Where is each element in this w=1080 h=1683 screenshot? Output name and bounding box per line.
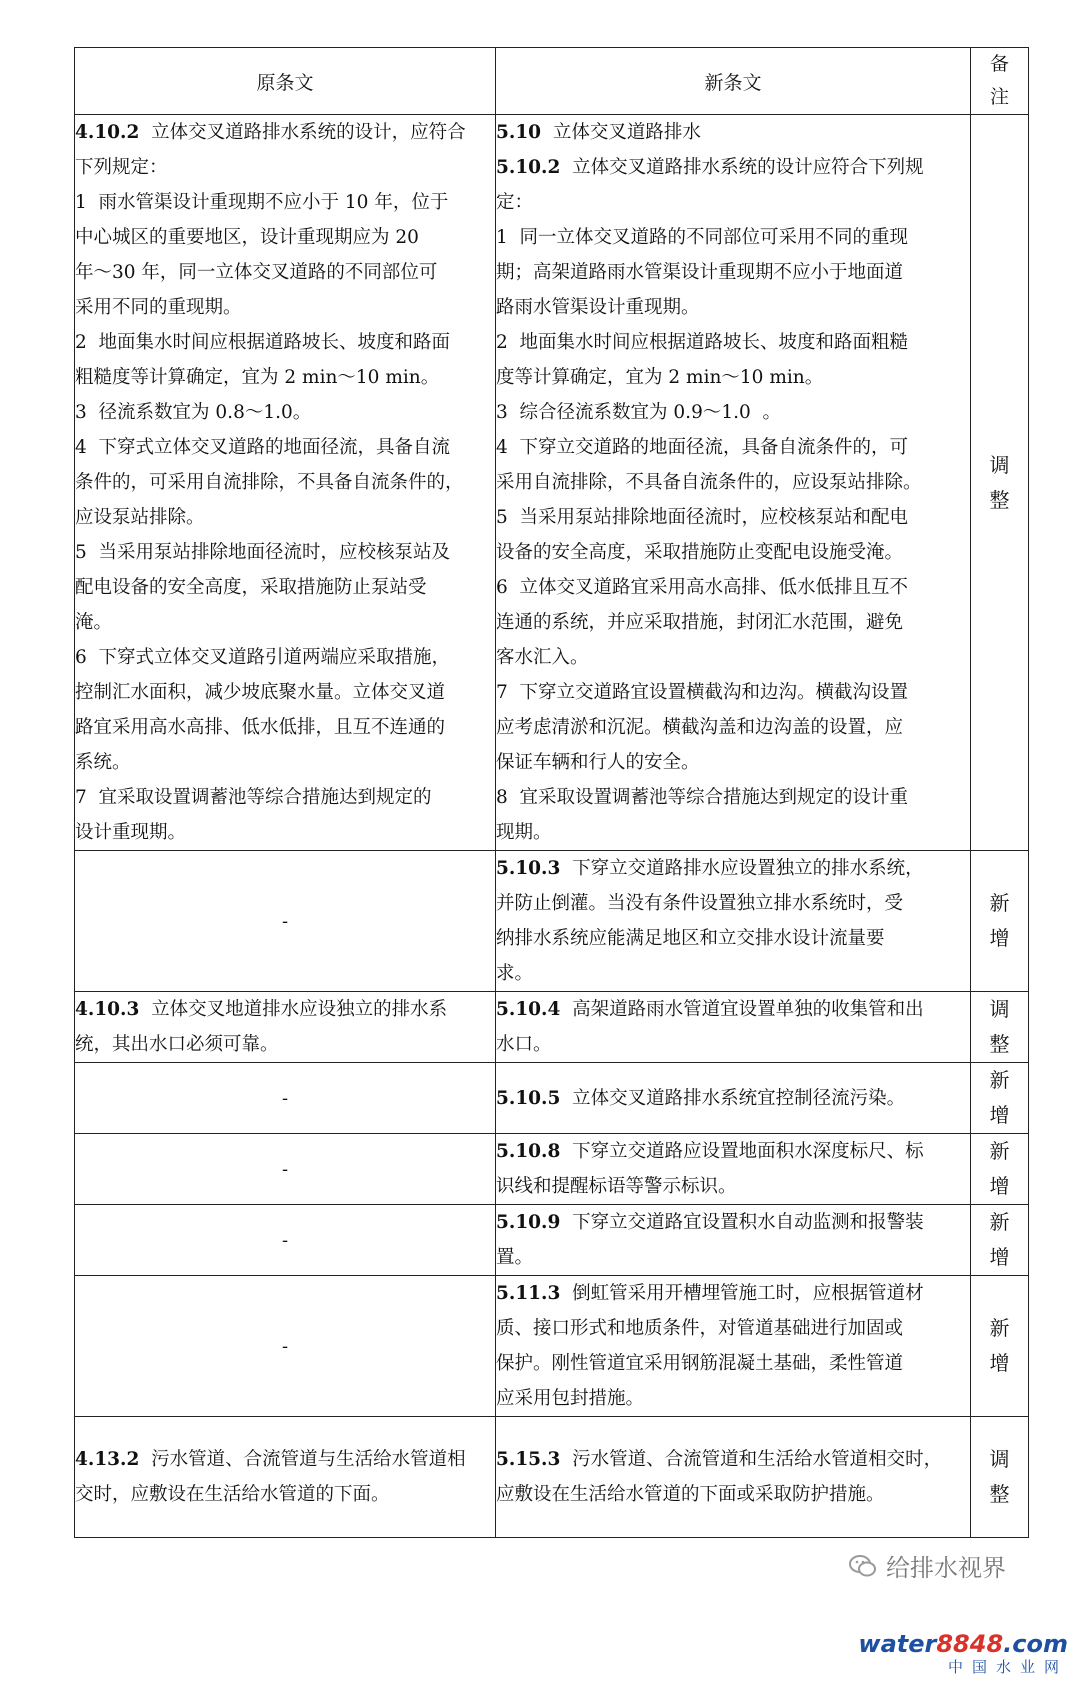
site-logo <box>858 1630 1068 1677</box>
change-note: 调 整 <box>971 1417 1029 1538</box>
text-line: 交时，应敷设在生活给水管道的下面。 <box>75 1484 390 1505</box>
table-row <box>75 1276 1029 1417</box>
text-line: 度等计算确定，宜为 2 min～10 min。 <box>496 367 824 388</box>
table-row <box>75 1417 1029 1538</box>
clause-number: 5.10.3 <box>496 858 561 879</box>
comparison-table <box>74 47 1029 1538</box>
text-line: 3 综合径流系数宜为 0.9～1.0 。 <box>496 402 782 423</box>
change-note: 新 增 <box>971 1063 1029 1134</box>
clause-number: 5.10.2 <box>496 157 561 178</box>
clause-number: 5.11.3 <box>496 1283 561 1304</box>
table-row <box>75 1205 1029 1276</box>
text-line: 定： <box>496 192 534 213</box>
text-line: 客水汇入。 <box>496 647 589 668</box>
text-line: 5.10 立体交叉道路排水 <box>496 122 701 143</box>
text-line: 路雨水管渠设计重现期。 <box>496 297 700 318</box>
text-line: 现期。 <box>496 822 552 843</box>
text-line: 5.15.3 污水管道、合流管道和生活给水管道相交时， <box>496 1449 943 1470</box>
text-line: 置。 <box>496 1247 534 1268</box>
text-line: 1 同一立体交叉道路的不同部位可采用不同的重现 <box>496 227 909 248</box>
new-clause <box>496 992 971 1063</box>
text-line: 连通的系统，并应采取措施，封闭汇水范围，避免 <box>496 612 904 633</box>
text-line: 系统。 <box>75 752 131 773</box>
text-line: 5.11.3 倒虹管采用开槽埋管施工时，应根据管道材 <box>496 1283 924 1304</box>
table-row <box>75 115 1029 851</box>
text-line: 设备的安全高度，采取措施防止变配电设施受淹。 <box>496 542 904 563</box>
text-line: 识线和提醒标语等警示标识。 <box>496 1176 737 1197</box>
clause-number: 5.10.8 <box>496 1141 561 1162</box>
text-line: 采用不同的重现期。 <box>75 297 242 318</box>
site-sub: 中国水业网 <box>947 1658 1068 1676</box>
table-row <box>75 1063 1029 1134</box>
text-line: 5.10.2 立体交叉道路排水系统的设计应符合下列规 <box>496 157 924 178</box>
clause-number: 5.10.5 <box>496 1087 561 1109</box>
text-line: 7 下穿立交道路宜设置横截沟和边沟。横截沟设置 <box>496 682 909 703</box>
wechat-watermark <box>848 1548 1006 1583</box>
wechat-icon <box>848 1554 878 1578</box>
text-line: 求。 <box>496 963 534 984</box>
text-line: 路宜采用高水高排、低水低排，且互不连通的 <box>75 717 446 738</box>
header-new: 新条文 <box>496 48 971 115</box>
table-row <box>75 1134 1029 1205</box>
text-line: 下列规定： <box>75 157 168 178</box>
text-line: 5.10.4 高架道路雨水管道宜设置单独的收集管和出 <box>496 999 924 1020</box>
clause-number: 4.10.3 <box>75 999 140 1020</box>
change-note: 新 增 <box>971 1276 1029 1417</box>
header-row <box>75 48 1029 115</box>
text-line: 5 当采用泵站排除地面径流时，应校核泵站及 <box>75 542 451 563</box>
text-line: 质、接口形式和地质条件，对管道基础进行加固或 <box>496 1318 904 1339</box>
site-brand: water8848.com <box>858 1630 1068 1658</box>
text-line: 5.10.5 立体交叉道路排水系统宜控制径流污染。 <box>496 1087 906 1109</box>
text-line: 设计重现期。 <box>75 822 187 843</box>
account-name: 给排水视界 <box>886 1554 1006 1582</box>
new-clause <box>496 1063 971 1134</box>
text-line: 2 地面集水时间应根据道路坡长、坡度和路面 <box>75 332 451 353</box>
change-note: 调 整 <box>971 992 1029 1063</box>
text-line: 水口。 <box>496 1034 552 1055</box>
text-line: 应采用包封措施。 <box>496 1388 645 1409</box>
text-line: 6 立体交叉道路宜采用高水高排、低水低排且互不 <box>496 577 909 598</box>
text-line: 中心城区的重要地区，设计重现期应为 20 <box>75 227 419 248</box>
text-line: 5.10.3 下穿立交道路排水应设置独立的排水系统， <box>496 858 924 879</box>
clause-number: 5.15.3 <box>496 1449 561 1470</box>
change-note: 新 增 <box>971 851 1029 992</box>
text-line: 条件的，可采用自流排除，不具备自流条件的， <box>75 472 464 493</box>
text-line: 应敷设在生活给水管道的下面或采取防护措施。 <box>496 1484 885 1505</box>
text-line: 4 下穿立交道路的地面径流，具备自流条件的，可 <box>496 437 909 458</box>
text-line: 统，其出水口必须可靠。 <box>75 1034 279 1055</box>
text-line: 2 地面集水时间应根据道路坡长、坡度和路面粗糙 <box>496 332 909 353</box>
text-line: 保护。刚性管道宜采用钢筋混凝土基础，柔性管道 <box>496 1353 904 1374</box>
new-clause <box>496 1134 971 1205</box>
text-line: 保证车辆和行人的安全。 <box>496 752 700 773</box>
text-line: 年～30 年，同一立体交叉道路的不同部位可 <box>75 262 438 283</box>
original-empty: - <box>75 1276 496 1417</box>
original-empty: - <box>75 1063 496 1134</box>
text-line: 5.10.8 下穿立交道路应设置地面积水深度标尺、标 <box>496 1141 924 1162</box>
clause-number: 5.10 <box>496 122 542 143</box>
header-notes: 备 注 <box>971 48 1029 115</box>
change-note: 新 增 <box>971 1205 1029 1276</box>
original-clause <box>75 115 496 851</box>
original-clause <box>75 992 496 1063</box>
text-line: 粗糙度等计算确定，宜为 2 min～10 min。 <box>75 367 440 388</box>
text-line: 7 宜采取设置调蓄池等综合措施达到规定的 <box>75 787 432 808</box>
clause-number: 5.10.9 <box>496 1212 561 1233</box>
table-row <box>75 992 1029 1063</box>
text-line: 期；高架道路雨水管渠设计重现期不应小于地面道 <box>496 262 904 283</box>
text-line: 4 下穿式立体交叉道路的地面径流，具备自流 <box>75 437 451 458</box>
text-line: 6 下穿式立体交叉道路引道两端应采取措施， <box>75 647 451 668</box>
clause-number: 4.13.2 <box>75 1449 140 1470</box>
header-original: 原条文 <box>75 48 496 115</box>
text-line: 应设泵站排除。 <box>75 507 205 528</box>
text-line: 淹。 <box>75 612 113 633</box>
text-line: 4.13.2 污水管道、合流管道与生活给水管道相 <box>75 1449 466 1470</box>
text-line: 5 当采用泵站排除地面径流时，应校核泵站和配电 <box>496 507 909 528</box>
table-row <box>75 851 1029 992</box>
change-note: 调 整 <box>971 115 1029 851</box>
text-line: 并防止倒灌。当没有条件设置独立排水系统时，受 <box>496 893 904 914</box>
text-line: 8 宜采取设置调蓄池等综合措施达到规定的设计重 <box>496 787 909 808</box>
text-line: 控制汇水面积，减少坡底聚水量。立体交叉道 <box>75 682 446 703</box>
text-line: 1 雨水管渠设计重现期不应小于 10 年，位于 <box>75 192 449 213</box>
text-line: 配电设备的安全高度，采取措施防止泵站受 <box>75 577 427 598</box>
new-clause <box>496 1417 971 1538</box>
text-line: 应考虑清淤和沉泥。横截沟盖和边沟盖的设置，应 <box>496 717 904 738</box>
clause-number: 5.10.4 <box>496 999 561 1020</box>
new-clause <box>496 1276 971 1417</box>
new-clause <box>496 851 971 992</box>
text-line: 4.10.2 立体交叉道路排水系统的设计，应符合 <box>75 122 466 143</box>
new-clause <box>496 1205 971 1276</box>
text-line: 5.10.9 下穿立交道路宜设置积水自动监测和报警装 <box>496 1212 924 1233</box>
original-clause <box>75 1417 496 1538</box>
clause-number: 4.10.2 <box>75 122 140 143</box>
text-line: 3 径流系数宜为 0.8～1.0。 <box>75 402 312 423</box>
change-note: 新 增 <box>971 1134 1029 1205</box>
original-empty: - <box>75 1205 496 1276</box>
original-empty: - <box>75 851 496 992</box>
original-empty: - <box>75 1134 496 1205</box>
text-line: 4.10.3 立体交叉地道排水应设独立的排水系 <box>75 999 448 1020</box>
new-clause <box>496 115 971 851</box>
text-line: 纳排水系统应能满足地区和立交排水设计流量要 <box>496 928 885 949</box>
text-line: 采用自流排除，不具备自流条件的，应设泵站排除。 <box>496 472 922 493</box>
